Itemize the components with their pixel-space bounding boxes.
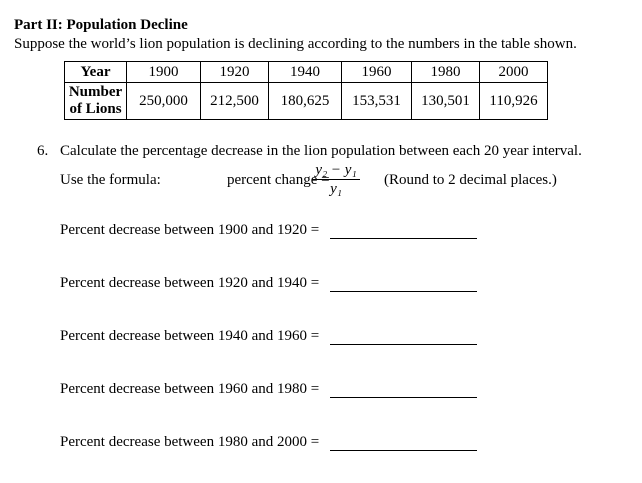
answer-blank[interactable] <box>330 237 477 239</box>
year-header: Year <box>65 62 127 83</box>
lions-cell: 212,500 <box>201 83 269 120</box>
lions-row <box>65 83 548 120</box>
answer-label: Percent decrease between 1920 and 1940 = <box>60 275 320 291</box>
lion-population-table <box>64 61 548 120</box>
question-number: 6. <box>37 143 49 159</box>
answer-label: Percent decrease between 1980 and 2000 = <box>60 434 320 450</box>
round-note: (Round to 2 decimal places.) <box>384 172 557 188</box>
answer-blank[interactable] <box>330 449 477 451</box>
intro-text: Suppose the world’s lion population is declining according to the numbers in the table shown. <box>14 36 577 52</box>
year-cell: 1920 <box>201 62 269 83</box>
year-cell: 1960 <box>342 62 412 83</box>
answer-blank[interactable] <box>330 290 477 292</box>
answer-label: Percent decrease between 1900 and 1920 = <box>60 222 320 238</box>
lions-header: Number of Lions <box>65 83 127 120</box>
lions-cell: 153,531 <box>342 83 412 120</box>
answer-blank[interactable] <box>330 343 477 345</box>
answer-blank[interactable] <box>330 396 477 398</box>
question-text: Calculate the percentage decrease in the lion population between each 20 year interval. <box>60 143 582 159</box>
year-cell: 2000 <box>480 62 548 83</box>
formula-fraction <box>310 162 362 198</box>
year-cell: 1980 <box>412 62 480 83</box>
lions-cell: 110,926 <box>480 83 548 120</box>
section-heading: Part II: Population Decline <box>14 17 188 33</box>
answer-label: Percent decrease between 1940 and 1960 = <box>60 328 320 344</box>
year-cell: 1940 <box>269 62 342 83</box>
lions-cell: 250,000 <box>127 83 201 120</box>
lions-cell: 180,625 <box>269 83 342 120</box>
formula-numerator: y₂ − y₁ <box>315 162 357 178</box>
use-formula-label: Use the formula: <box>60 172 161 188</box>
answer-label: Percent decrease between 1960 and 1980 = <box>60 381 320 397</box>
lions-cell: 130,501 <box>412 83 480 120</box>
formula-denominator: y₁ <box>330 181 342 197</box>
year-cell: 1900 <box>127 62 201 83</box>
percent-change-label: percent change = <box>227 172 330 188</box>
year-row <box>65 62 548 83</box>
